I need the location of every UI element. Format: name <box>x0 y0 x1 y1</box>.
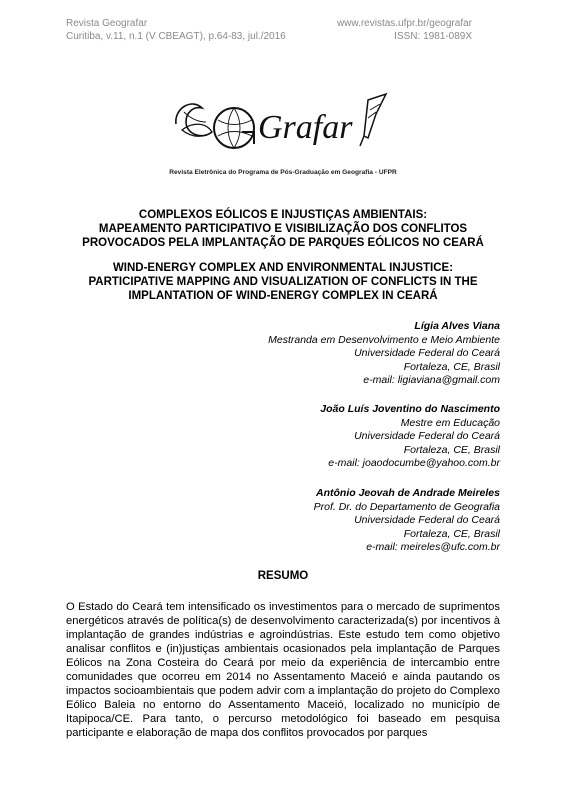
author-location: Fortaleza, CE, Brasil <box>403 443 500 456</box>
title-line: IMPLANTATION OF WIND-ENERGY COMPLEX IN CEARÁ <box>128 290 438 302</box>
title-english <box>66 261 500 303</box>
author-email: e-mail: ligiaviana@gmail.com <box>363 374 500 386</box>
title-line: COMPLEXOS EÓLICOS E INJUSTIÇAS AMBIENTAIS: <box>138 209 428 221</box>
title-line: PROVOCADOS PELA IMPLANTAÇÃO DE PARQUES EÓLICOS NO CEARÁ <box>82 237 484 249</box>
author-email: e-mail: meireles@ufc.com.br <box>366 541 500 553</box>
author-role: Prof. Dr. do Departamento de Geografia <box>313 500 500 513</box>
author-block <box>268 320 500 388</box>
author-name: João Luís Joventino do Nascimento <box>320 403 500 415</box>
author-block <box>314 487 500 555</box>
citation-info: Curitiba, v.11, n.1 (V CBEAGT), p.64-83, jul./2016 <box>66 31 286 42</box>
author-location: Fortaleza, CE, Brasil <box>403 527 500 540</box>
author-name: Lígia Alves Viana <box>414 320 500 332</box>
title-portuguese <box>66 208 500 250</box>
author-institution: Universidade Federal do Ceará <box>354 430 500 442</box>
author-email: e-mail: joaodocumbe@yahoo.com.br <box>328 457 500 469</box>
journal-name: Revista Geografar <box>66 18 148 29</box>
author-role: Mestre em Educação <box>400 416 500 429</box>
author-location: Fortaleza, CE, Brasil <box>403 360 500 373</box>
running-header-left <box>66 17 286 43</box>
author-institution: Universidade Federal do Ceará <box>354 514 500 526</box>
abstract-text: O Estado do Ceará tem intensificado os investimentos para o mercado de suprimentos energéticos através de política(s) de desenvolvimento caracterizada(s) por incentivos à implantação de grandes indústrias e agroindústrias. Este estudo tem como objetivo analisar conflitos e (in)justiças ambientais ocasionados pela implantação de Parques Eólicos na Zona Costeira do Ceará por meio da experiência de intercambio entre comunidades que ocorreu em 2014 no Assentamento Maceió e ainda pautando os impactos socioambientais que podem advir com a implantação do projeto do Complexo Eólico Baleia no entorno do Assentamento Maceió, localizado no município de Itapipoca/CE. Para tanto, o percurso metodológico foi baseado em pesquisa participante e elaboração de mapa dos conflitos provocados por parques <box>66 601 500 739</box>
abstract-heading: RESUMO <box>257 570 309 582</box>
running-header-right <box>337 17 472 43</box>
logo-caption: Revista Eletrônica do Programa de Pós-Graduação em Geografia - UFPR <box>169 169 397 176</box>
title-line: WIND-ENERGY COMPLEX AND ENVIRONMENTAL INJUSTICE: <box>112 262 454 274</box>
geografar-logo <box>172 92 394 164</box>
title-line: MAPEAMENTO PARTICIPATIVO E VISIBILIZAÇÃO DOS CONFLITOS <box>98 223 468 235</box>
author-block <box>320 403 500 471</box>
journal-url: www.revistas.ufpr.br/geografar <box>336 18 472 29</box>
title-line: PARTICIPATIVE MAPPING AND VISUALIZATION OF CONFLICTS IN THE <box>88 276 478 288</box>
author-role: Mestranda em Desenvolvimento e Meio Ambiente <box>268 333 500 346</box>
author-institution: Universidade Federal do Ceará <box>354 347 500 359</box>
logo-wordmark: Grafar <box>258 109 353 146</box>
author-name: Antônio Jeovah de Andrade Meireles <box>316 487 500 499</box>
issn: ISSN: 1981-089X <box>394 31 472 42</box>
